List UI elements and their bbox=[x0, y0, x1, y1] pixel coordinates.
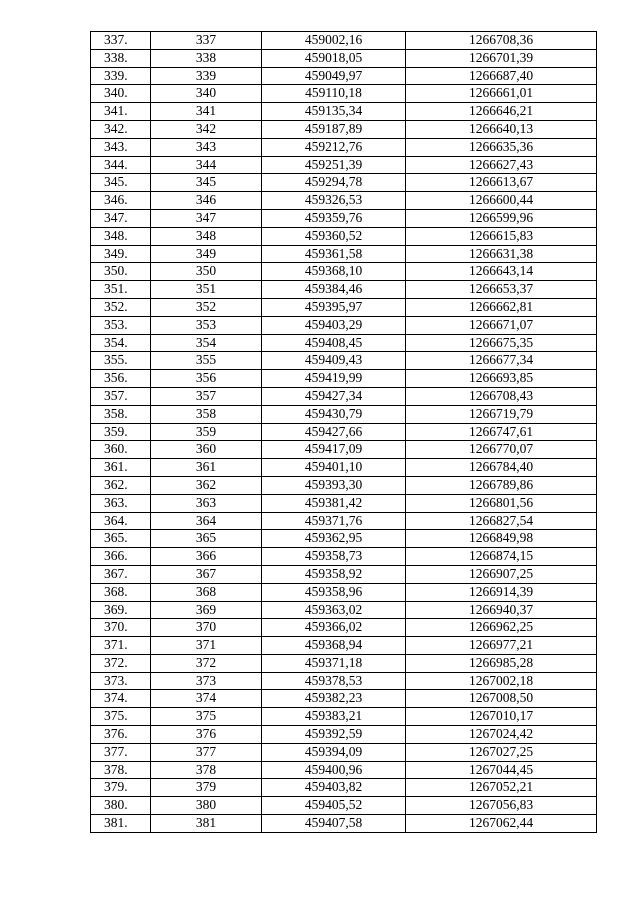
y-coordinate-cell: 1266671,07 bbox=[406, 316, 597, 334]
x-coordinate-cell: 459360,52 bbox=[262, 227, 406, 245]
point-number-cell: 344 bbox=[151, 156, 262, 174]
table-row bbox=[91, 352, 597, 370]
y-coordinate-cell: 1266977,21 bbox=[406, 637, 597, 655]
point-number-cell: 354 bbox=[151, 334, 262, 352]
y-coordinate-cell: 1266613,67 bbox=[406, 174, 597, 192]
point-number-cell: 357 bbox=[151, 387, 262, 405]
table-row bbox=[91, 387, 597, 405]
y-coordinate-cell: 1266631,38 bbox=[406, 245, 597, 263]
x-coordinate-cell: 459135,34 bbox=[262, 103, 406, 121]
y-coordinate-cell: 1267010,17 bbox=[406, 708, 597, 726]
table-row bbox=[91, 138, 597, 156]
point-number-cell: 351 bbox=[151, 281, 262, 299]
row-index-cell: 355. bbox=[91, 352, 151, 370]
point-number-cell: 359 bbox=[151, 423, 262, 441]
table-row bbox=[91, 227, 597, 245]
y-coordinate-cell: 1266701,39 bbox=[406, 49, 597, 67]
table-row bbox=[91, 565, 597, 583]
point-number-cell: 376 bbox=[151, 726, 262, 744]
y-coordinate-cell: 1266940,37 bbox=[406, 601, 597, 619]
y-coordinate-cell: 1266719,79 bbox=[406, 405, 597, 423]
y-coordinate-cell: 1266985,28 bbox=[406, 654, 597, 672]
table-row bbox=[91, 743, 597, 761]
row-index-cell: 367. bbox=[91, 565, 151, 583]
row-index-cell: 366. bbox=[91, 548, 151, 566]
point-number-cell: 367 bbox=[151, 565, 262, 583]
x-coordinate-cell: 459368,94 bbox=[262, 637, 406, 655]
table-row bbox=[91, 103, 597, 121]
point-number-cell: 373 bbox=[151, 672, 262, 690]
coordinates-table-body bbox=[91, 32, 597, 833]
x-coordinate-cell: 459251,39 bbox=[262, 156, 406, 174]
row-index-cell: 381. bbox=[91, 815, 151, 833]
row-index-cell: 372. bbox=[91, 654, 151, 672]
table-row bbox=[91, 637, 597, 655]
y-coordinate-cell: 1266646,21 bbox=[406, 103, 597, 121]
table-row bbox=[91, 654, 597, 672]
table-row bbox=[91, 174, 597, 192]
x-coordinate-cell: 459382,23 bbox=[262, 690, 406, 708]
y-coordinate-cell: 1266675,35 bbox=[406, 334, 597, 352]
x-coordinate-cell: 459049,97 bbox=[262, 67, 406, 85]
table-row bbox=[91, 530, 597, 548]
row-index-cell: 370. bbox=[91, 619, 151, 637]
table-row bbox=[91, 209, 597, 227]
table-row bbox=[91, 583, 597, 601]
y-coordinate-cell: 1266907,25 bbox=[406, 565, 597, 583]
y-coordinate-cell: 1266874,15 bbox=[406, 548, 597, 566]
x-coordinate-cell: 459326,53 bbox=[262, 192, 406, 210]
point-number-cell: 353 bbox=[151, 316, 262, 334]
y-coordinate-cell: 1266599,96 bbox=[406, 209, 597, 227]
point-number-cell: 343 bbox=[151, 138, 262, 156]
row-index-cell: 358. bbox=[91, 405, 151, 423]
y-coordinate-cell: 1266600,44 bbox=[406, 192, 597, 210]
y-coordinate-cell: 1266662,81 bbox=[406, 298, 597, 316]
x-coordinate-cell: 459381,42 bbox=[262, 494, 406, 512]
row-index-cell: 365. bbox=[91, 530, 151, 548]
y-coordinate-cell: 1266693,85 bbox=[406, 370, 597, 388]
point-number-cell: 350 bbox=[151, 263, 262, 281]
point-number-cell: 345 bbox=[151, 174, 262, 192]
point-number-cell: 341 bbox=[151, 103, 262, 121]
row-index-cell: 345. bbox=[91, 174, 151, 192]
table-row bbox=[91, 708, 597, 726]
row-index-cell: 360. bbox=[91, 441, 151, 459]
x-coordinate-cell: 459409,43 bbox=[262, 352, 406, 370]
y-coordinate-cell: 1266708,36 bbox=[406, 32, 597, 50]
point-number-cell: 349 bbox=[151, 245, 262, 263]
point-number-cell: 361 bbox=[151, 459, 262, 477]
y-coordinate-cell: 1266770,07 bbox=[406, 441, 597, 459]
table-row bbox=[91, 601, 597, 619]
table-row bbox=[91, 459, 597, 477]
row-index-cell: 340. bbox=[91, 85, 151, 103]
table-row bbox=[91, 263, 597, 281]
point-number-cell: 337 bbox=[151, 32, 262, 50]
row-index-cell: 369. bbox=[91, 601, 151, 619]
table-row bbox=[91, 316, 597, 334]
point-number-cell: 365 bbox=[151, 530, 262, 548]
row-index-cell: 349. bbox=[91, 245, 151, 263]
row-index-cell: 357. bbox=[91, 387, 151, 405]
table-row bbox=[91, 761, 597, 779]
point-number-cell: 377 bbox=[151, 743, 262, 761]
row-index-cell: 353. bbox=[91, 316, 151, 334]
row-index-cell: 339. bbox=[91, 67, 151, 85]
table-row bbox=[91, 726, 597, 744]
table-row bbox=[91, 67, 597, 85]
table-row bbox=[91, 441, 597, 459]
y-coordinate-cell: 1266640,13 bbox=[406, 120, 597, 138]
x-coordinate-cell: 459417,09 bbox=[262, 441, 406, 459]
row-index-cell: 371. bbox=[91, 637, 151, 655]
point-number-cell: 378 bbox=[151, 761, 262, 779]
table-row bbox=[91, 672, 597, 690]
row-index-cell: 352. bbox=[91, 298, 151, 316]
point-number-cell: 338 bbox=[151, 49, 262, 67]
row-index-cell: 361. bbox=[91, 459, 151, 477]
x-coordinate-cell: 459383,21 bbox=[262, 708, 406, 726]
x-coordinate-cell: 459366,02 bbox=[262, 619, 406, 637]
x-coordinate-cell: 459363,02 bbox=[262, 601, 406, 619]
x-coordinate-cell: 459427,34 bbox=[262, 387, 406, 405]
y-coordinate-cell: 1266914,39 bbox=[406, 583, 597, 601]
table-row bbox=[91, 476, 597, 494]
x-coordinate-cell: 459378,53 bbox=[262, 672, 406, 690]
row-index-cell: 350. bbox=[91, 263, 151, 281]
x-coordinate-cell: 459430,79 bbox=[262, 405, 406, 423]
x-coordinate-cell: 459371,76 bbox=[262, 512, 406, 530]
x-coordinate-cell: 459400,96 bbox=[262, 761, 406, 779]
y-coordinate-cell: 1267002,18 bbox=[406, 672, 597, 690]
y-coordinate-cell: 1266627,43 bbox=[406, 156, 597, 174]
point-number-cell: 381 bbox=[151, 815, 262, 833]
point-number-cell: 362 bbox=[151, 476, 262, 494]
point-number-cell: 366 bbox=[151, 548, 262, 566]
row-index-cell: 368. bbox=[91, 583, 151, 601]
y-coordinate-cell: 1267024,42 bbox=[406, 726, 597, 744]
x-coordinate-cell: 459187,89 bbox=[262, 120, 406, 138]
table-row bbox=[91, 797, 597, 815]
x-coordinate-cell: 459393,30 bbox=[262, 476, 406, 494]
point-number-cell: 375 bbox=[151, 708, 262, 726]
table-row bbox=[91, 494, 597, 512]
x-coordinate-cell: 459110,18 bbox=[262, 85, 406, 103]
row-index-cell: 356. bbox=[91, 370, 151, 388]
row-index-cell: 344. bbox=[91, 156, 151, 174]
y-coordinate-cell: 1266789,86 bbox=[406, 476, 597, 494]
row-index-cell: 346. bbox=[91, 192, 151, 210]
x-coordinate-cell: 459362,95 bbox=[262, 530, 406, 548]
table-row bbox=[91, 815, 597, 833]
point-number-cell: 347 bbox=[151, 209, 262, 227]
point-number-cell: 342 bbox=[151, 120, 262, 138]
x-coordinate-cell: 459419,99 bbox=[262, 370, 406, 388]
y-coordinate-cell: 1266643,14 bbox=[406, 263, 597, 281]
table-row bbox=[91, 281, 597, 299]
y-coordinate-cell: 1266708,43 bbox=[406, 387, 597, 405]
point-number-cell: 369 bbox=[151, 601, 262, 619]
row-index-cell: 374. bbox=[91, 690, 151, 708]
point-number-cell: 372 bbox=[151, 654, 262, 672]
table-row bbox=[91, 370, 597, 388]
row-index-cell: 341. bbox=[91, 103, 151, 121]
row-index-cell: 364. bbox=[91, 512, 151, 530]
x-coordinate-cell: 459384,46 bbox=[262, 281, 406, 299]
x-coordinate-cell: 459405,52 bbox=[262, 797, 406, 815]
row-index-cell: 375. bbox=[91, 708, 151, 726]
point-number-cell: 352 bbox=[151, 298, 262, 316]
table-row bbox=[91, 690, 597, 708]
x-coordinate-cell: 459403,29 bbox=[262, 316, 406, 334]
row-index-cell: 354. bbox=[91, 334, 151, 352]
point-number-cell: 380 bbox=[151, 797, 262, 815]
table-row bbox=[91, 423, 597, 441]
x-coordinate-cell: 459394,09 bbox=[262, 743, 406, 761]
x-coordinate-cell: 459368,10 bbox=[262, 263, 406, 281]
row-index-cell: 338. bbox=[91, 49, 151, 67]
table-row bbox=[91, 49, 597, 67]
point-number-cell: 356 bbox=[151, 370, 262, 388]
table-row bbox=[91, 405, 597, 423]
table-row bbox=[91, 32, 597, 50]
row-index-cell: 379. bbox=[91, 779, 151, 797]
x-coordinate-cell: 459361,58 bbox=[262, 245, 406, 263]
row-index-cell: 342. bbox=[91, 120, 151, 138]
x-coordinate-cell: 459002,16 bbox=[262, 32, 406, 50]
table-row bbox=[91, 85, 597, 103]
x-coordinate-cell: 459403,82 bbox=[262, 779, 406, 797]
y-coordinate-cell: 1266653,37 bbox=[406, 281, 597, 299]
x-coordinate-cell: 459427,66 bbox=[262, 423, 406, 441]
y-coordinate-cell: 1266615,83 bbox=[406, 227, 597, 245]
point-number-cell: 339 bbox=[151, 67, 262, 85]
point-number-cell: 374 bbox=[151, 690, 262, 708]
row-index-cell: 343. bbox=[91, 138, 151, 156]
x-coordinate-cell: 459358,73 bbox=[262, 548, 406, 566]
point-number-cell: 370 bbox=[151, 619, 262, 637]
table-row bbox=[91, 619, 597, 637]
y-coordinate-cell: 1266635,36 bbox=[406, 138, 597, 156]
row-index-cell: 347. bbox=[91, 209, 151, 227]
y-coordinate-cell: 1266784,40 bbox=[406, 459, 597, 477]
y-coordinate-cell: 1266849,98 bbox=[406, 530, 597, 548]
table-row bbox=[91, 192, 597, 210]
point-number-cell: 364 bbox=[151, 512, 262, 530]
row-index-cell: 362. bbox=[91, 476, 151, 494]
point-number-cell: 360 bbox=[151, 441, 262, 459]
point-number-cell: 379 bbox=[151, 779, 262, 797]
point-number-cell: 346 bbox=[151, 192, 262, 210]
y-coordinate-cell: 1267044,45 bbox=[406, 761, 597, 779]
y-coordinate-cell: 1266962,25 bbox=[406, 619, 597, 637]
table-row bbox=[91, 334, 597, 352]
point-number-cell: 363 bbox=[151, 494, 262, 512]
y-coordinate-cell: 1266827,54 bbox=[406, 512, 597, 530]
point-number-cell: 348 bbox=[151, 227, 262, 245]
coordinates-table bbox=[90, 31, 597, 833]
row-index-cell: 348. bbox=[91, 227, 151, 245]
table-row bbox=[91, 298, 597, 316]
y-coordinate-cell: 1267027,25 bbox=[406, 743, 597, 761]
table-row bbox=[91, 156, 597, 174]
row-index-cell: 380. bbox=[91, 797, 151, 815]
table-row bbox=[91, 120, 597, 138]
row-index-cell: 359. bbox=[91, 423, 151, 441]
x-coordinate-cell: 459358,92 bbox=[262, 565, 406, 583]
x-coordinate-cell: 459358,96 bbox=[262, 583, 406, 601]
y-coordinate-cell: 1267062,44 bbox=[406, 815, 597, 833]
table-row bbox=[91, 245, 597, 263]
y-coordinate-cell: 1267056,83 bbox=[406, 797, 597, 815]
x-coordinate-cell: 459371,18 bbox=[262, 654, 406, 672]
x-coordinate-cell: 459294,78 bbox=[262, 174, 406, 192]
point-number-cell: 368 bbox=[151, 583, 262, 601]
point-number-cell: 355 bbox=[151, 352, 262, 370]
row-index-cell: 378. bbox=[91, 761, 151, 779]
y-coordinate-cell: 1267008,50 bbox=[406, 690, 597, 708]
row-index-cell: 351. bbox=[91, 281, 151, 299]
row-index-cell: 376. bbox=[91, 726, 151, 744]
row-index-cell: 377. bbox=[91, 743, 151, 761]
y-coordinate-cell: 1266747,61 bbox=[406, 423, 597, 441]
y-coordinate-cell: 1267052,21 bbox=[406, 779, 597, 797]
y-coordinate-cell: 1266801,56 bbox=[406, 494, 597, 512]
x-coordinate-cell: 459407,58 bbox=[262, 815, 406, 833]
point-number-cell: 371 bbox=[151, 637, 262, 655]
table-row bbox=[91, 512, 597, 530]
x-coordinate-cell: 459395,97 bbox=[262, 298, 406, 316]
x-coordinate-cell: 459018,05 bbox=[262, 49, 406, 67]
y-coordinate-cell: 1266687,40 bbox=[406, 67, 597, 85]
point-number-cell: 358 bbox=[151, 405, 262, 423]
x-coordinate-cell: 459408,45 bbox=[262, 334, 406, 352]
x-coordinate-cell: 459212,76 bbox=[262, 138, 406, 156]
row-index-cell: 363. bbox=[91, 494, 151, 512]
table-row bbox=[91, 548, 597, 566]
point-number-cell: 340 bbox=[151, 85, 262, 103]
x-coordinate-cell: 459401,10 bbox=[262, 459, 406, 477]
x-coordinate-cell: 459359,76 bbox=[262, 209, 406, 227]
row-index-cell: 373. bbox=[91, 672, 151, 690]
y-coordinate-cell: 1266661,01 bbox=[406, 85, 597, 103]
table-row bbox=[91, 779, 597, 797]
x-coordinate-cell: 459392,59 bbox=[262, 726, 406, 744]
y-coordinate-cell: 1266677,34 bbox=[406, 352, 597, 370]
row-index-cell: 337. bbox=[91, 32, 151, 50]
